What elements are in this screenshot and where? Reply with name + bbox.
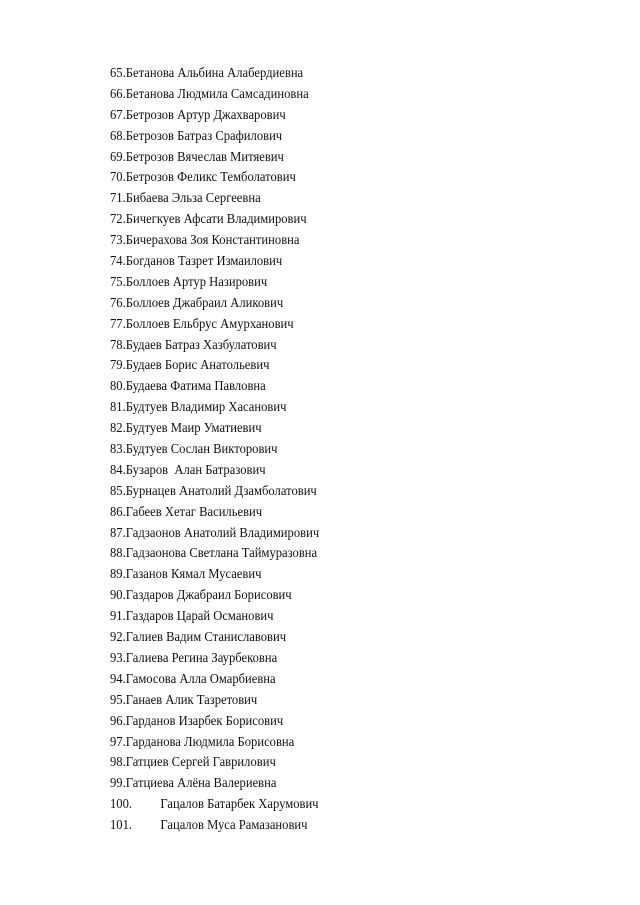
entry-name: Будаев Борис Анатольевич bbox=[125, 358, 270, 374]
entry-name: Гарданова Людмила Борисовна bbox=[125, 734, 295, 750]
list-item bbox=[110, 210, 319, 231]
entry-number: 69. bbox=[110, 149, 126, 165]
list-item bbox=[110, 189, 319, 210]
entry-name: Гарданов Изарбек Борисович bbox=[125, 713, 284, 729]
list-item bbox=[110, 336, 319, 357]
list-item bbox=[110, 461, 319, 482]
entry-number: 90. bbox=[110, 588, 126, 604]
entry-name: Будтуев Сослан Викторович bbox=[125, 442, 278, 458]
entry-number: 82. bbox=[110, 421, 126, 437]
entry-number: 97. bbox=[110, 734, 126, 750]
entry-name: Габеев Хетаг Васильевич bbox=[125, 504, 263, 520]
entry-name: Бетрозов Феликс Темболатович bbox=[125, 170, 296, 186]
entry-number: 94. bbox=[110, 671, 126, 687]
list-item bbox=[110, 628, 319, 649]
list-item bbox=[110, 607, 319, 628]
entry-number: 68. bbox=[110, 128, 126, 144]
list-item bbox=[110, 106, 319, 127]
list-item bbox=[110, 252, 319, 273]
entry-name: Галиева Регина Заурбековна bbox=[125, 650, 278, 666]
entry-name: Бибаева Эльза Сергеевна bbox=[125, 191, 261, 207]
entry-name: Будаева Фатима Павловна bbox=[125, 379, 266, 395]
list-item bbox=[110, 85, 319, 106]
list-item bbox=[110, 64, 319, 85]
entry-name: Ганаев Алик Тазретович bbox=[125, 692, 258, 708]
entry-name: Будтуев Маир Уматиевич bbox=[125, 421, 262, 437]
entry-number: 92. bbox=[110, 630, 126, 646]
entry-number: 95. bbox=[110, 692, 126, 708]
list-item bbox=[110, 524, 319, 545]
entry-number: 86. bbox=[110, 504, 126, 520]
list-item bbox=[110, 586, 319, 607]
list-item bbox=[110, 544, 319, 565]
entry-number: 81. bbox=[110, 400, 126, 416]
entry-name: Бичерахова Зоя Константиновна bbox=[125, 233, 300, 249]
entry-name: Боллоев Артур Назирович bbox=[125, 274, 268, 290]
list-item bbox=[110, 419, 319, 440]
entry-number: 100. bbox=[110, 797, 133, 813]
entry-number: 66. bbox=[110, 86, 126, 102]
entry-number: 93. bbox=[110, 650, 126, 666]
entry-name: Бузаров Алан Батразович bbox=[125, 462, 266, 478]
list-item bbox=[110, 273, 319, 294]
entry-name: Гатциев Сергей Гаврилович bbox=[125, 755, 276, 771]
entry-name: Бетрозов Батраз Срафилович bbox=[125, 128, 283, 144]
entry-number: 79. bbox=[110, 358, 126, 374]
entry-name: Гадзаонова Светлана Таймуразовна bbox=[125, 546, 318, 562]
entry-number: 76. bbox=[110, 295, 126, 311]
list-item bbox=[110, 691, 319, 712]
entry-number: 101. bbox=[110, 818, 133, 834]
list-item bbox=[110, 231, 319, 252]
entry-number: 71. bbox=[110, 191, 126, 207]
entry-number: 75. bbox=[110, 274, 126, 290]
name-list bbox=[110, 64, 342, 837]
list-item bbox=[110, 315, 319, 336]
list-item bbox=[110, 774, 319, 795]
entry-number: 67. bbox=[110, 107, 126, 123]
list-item bbox=[110, 753, 319, 774]
list-item bbox=[110, 795, 319, 816]
list-item bbox=[110, 148, 319, 169]
entry-name: Боллоев Ельбрус Амурханович bbox=[125, 316, 294, 332]
entry-name: Газдаров Царай Османович bbox=[125, 609, 274, 625]
entry-number: 78. bbox=[110, 337, 126, 353]
entry-name: Бетрозов Артур Джахварович bbox=[125, 107, 286, 123]
entry-name: Бичегкуев Афсати Владимирович bbox=[125, 212, 307, 228]
entry-name: Гацалов Муса Рамазанович bbox=[160, 818, 308, 834]
entry-number: 89. bbox=[110, 567, 126, 583]
list-item bbox=[110, 712, 319, 733]
entry-name: Бетанова Людмила Самсадиновна bbox=[125, 86, 309, 102]
list-item bbox=[110, 565, 319, 586]
entry-name: Газдаров Джабраил Борисович bbox=[125, 588, 292, 604]
entry-number: 91. bbox=[110, 609, 126, 625]
entry-name: Гадзаонов Анатолий Владимирович bbox=[125, 525, 320, 541]
list-item bbox=[110, 816, 319, 837]
list-item bbox=[110, 294, 319, 315]
entry-name: Гатциева Алёна Валериевна bbox=[125, 776, 277, 792]
entry-number: 88. bbox=[110, 546, 126, 562]
list-item bbox=[110, 503, 319, 524]
entry-number: 80. bbox=[110, 379, 126, 395]
list-item bbox=[110, 649, 319, 670]
entry-number: 74. bbox=[110, 254, 126, 270]
entry-number: 77. bbox=[110, 316, 126, 332]
entry-number: 87. bbox=[110, 525, 126, 541]
list-item bbox=[110, 733, 319, 754]
entry-name: Богданов Тазрет Измаилович bbox=[125, 254, 283, 270]
entry-number: 72. bbox=[110, 212, 126, 228]
entry-number: 84. bbox=[110, 462, 126, 478]
entry-name: Бурнацев Анатолий Дзамболатович bbox=[125, 483, 317, 499]
entry-number: 73. bbox=[110, 233, 126, 249]
entry-name: Галиев Вадим Станиславович bbox=[125, 630, 287, 646]
entry-name: Гамосова Алла Омарбиевна bbox=[125, 671, 276, 687]
list-item bbox=[110, 482, 319, 503]
list-item bbox=[110, 440, 319, 461]
list-item bbox=[110, 356, 319, 377]
list-item bbox=[110, 127, 319, 148]
entry-number: 65. bbox=[110, 66, 126, 81]
entry-number: 99. bbox=[110, 776, 126, 792]
list-item bbox=[110, 168, 319, 189]
entry-name: Газанов Кямал Мусаевич bbox=[125, 567, 262, 583]
entry-name: Бетанова Альбина Алабердиевна bbox=[125, 66, 304, 81]
entry-number: 85. bbox=[110, 483, 126, 499]
entry-number: 98. bbox=[110, 755, 126, 771]
entry-name: Бетрозов Вячеслав Митяевич bbox=[125, 149, 284, 165]
entry-name: Будтуев Владимир Хасанович bbox=[125, 400, 287, 416]
entry-name: Будаев Батраз Хазбулатович bbox=[125, 337, 277, 353]
entry-number: 83. bbox=[110, 442, 126, 458]
list-item bbox=[110, 377, 319, 398]
entry-name: Боллоев Джабраил Аликович bbox=[125, 295, 284, 311]
list-item bbox=[110, 398, 319, 419]
entry-name: Гацалов Батарбек Харумович bbox=[160, 797, 319, 813]
entry-number: 70. bbox=[110, 170, 126, 186]
list-item bbox=[110, 670, 319, 691]
entry-number: 96. bbox=[110, 713, 126, 729]
